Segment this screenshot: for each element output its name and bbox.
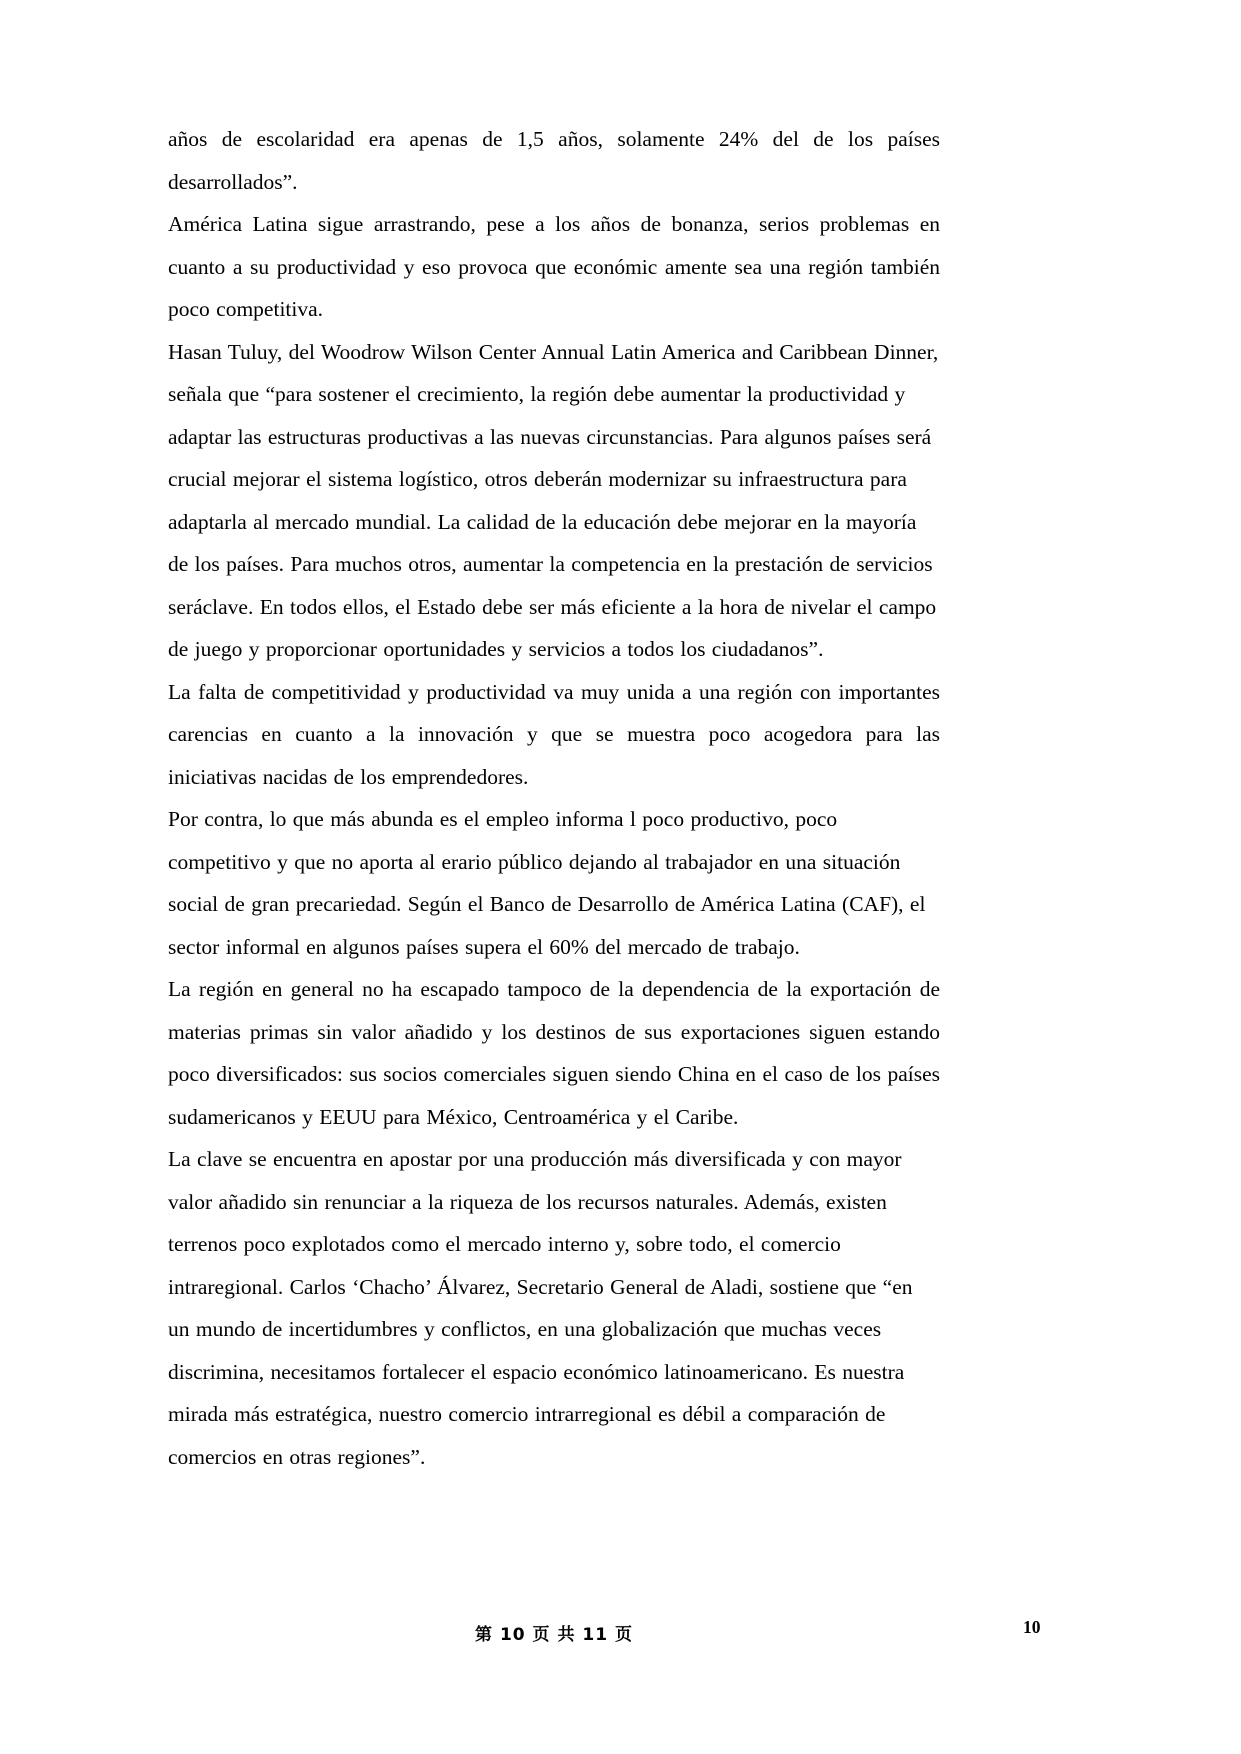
document-body [168,118,940,1478]
page-number-label: 10 [1023,1617,1041,1637]
paragraph-produccion-diversificada: La clave se encuentra en apostar por una producción más diversificada y con mayor valor añadido sin renunciar a la riqueza de los recursos naturales. Además, existen terrenos poco explotados como el mercado interno y, sobre todo, el comercio intraregional. Carlos ‘Chacho’ Álvarez, Secretario General de Aladi, sostiene que “en un mundo de incertidumbres y conflictos, en una globalización que muchas veces discrimina, necesitamos fortalecer el espacio económico latinoamericano. Es nuestra mirada más estratégica, nuestro comercio intrarregional es débil a comparación de comercios en otras regiones”. [168,1147,913,1469]
paragraph-hasan-tuluy: Hasan Tuluy, del Woodrow Wilson Center Annual Latin America and Caribbean Dinner, señala que “para sostener el crecimiento, la región debe aumentar la productividad y adaptar las estructuras productivas a las nuevas circunstancias. Para algunos países será crucial mejorar el sistema logístico, otros deberán modernizar su infraestructura para adaptarla al mercado mundial. La calidad de la educación debe mejorar en la mayoría de los países. Para muchos otros, aumentar la competencia en la prestación de servicios seráclave. En todos ellos, el Estado debe ser más eficiente a la hora de nivelar el campo de juego y proporcionar oportunidades y servicios a todos los ciudadanos”. [168,339,939,661]
paragraph-empleo-informal: Por contra, lo que más abunda es el empleo informa l poco productivo, poco competitivo y que no aporta al erario público dejando al trabajador en una situación social de gran precariedad. Según el Banco de Desarrollo de América Latina (CAF), el sector informal en algunos países supera el 60% del mercado de trabajo. [168,807,926,959]
paragraph-exportaciones: La región en general no ha escapado tampoco de la dependencia de la exportación de materias primas sin valor añadido y los destinos de sus exportaciones siguen estando poco diversificados: sus socios comerciales siguen siendo China en el caso de los países sudamericanos y EEUU para México, Centroamérica y el Caribe. [168,977,940,1129]
paragraph-escolaridad: años de escolaridad era apenas de 1,5 años, solamente 24% del de los países desarrollados”. [168,127,940,194]
footer-page-indicator: 第 10 页 共 11 页 [475,1625,633,1645]
paragraph-falta-competitividad: La falta de competitividad y productividad va muy unida a una región con importantes carencias en cuanto a la innovación y que se muestra poco acogedora para las iniciativas nacidas de los emprendedores. [168,679,940,789]
paragraph-america-latina: América Latina sigue arrastrando, pese a los años de bonanza, serios problemas en cuanto a su productividad y eso provoca que económic amente sea una región también poco competitiva. [168,212,940,321]
